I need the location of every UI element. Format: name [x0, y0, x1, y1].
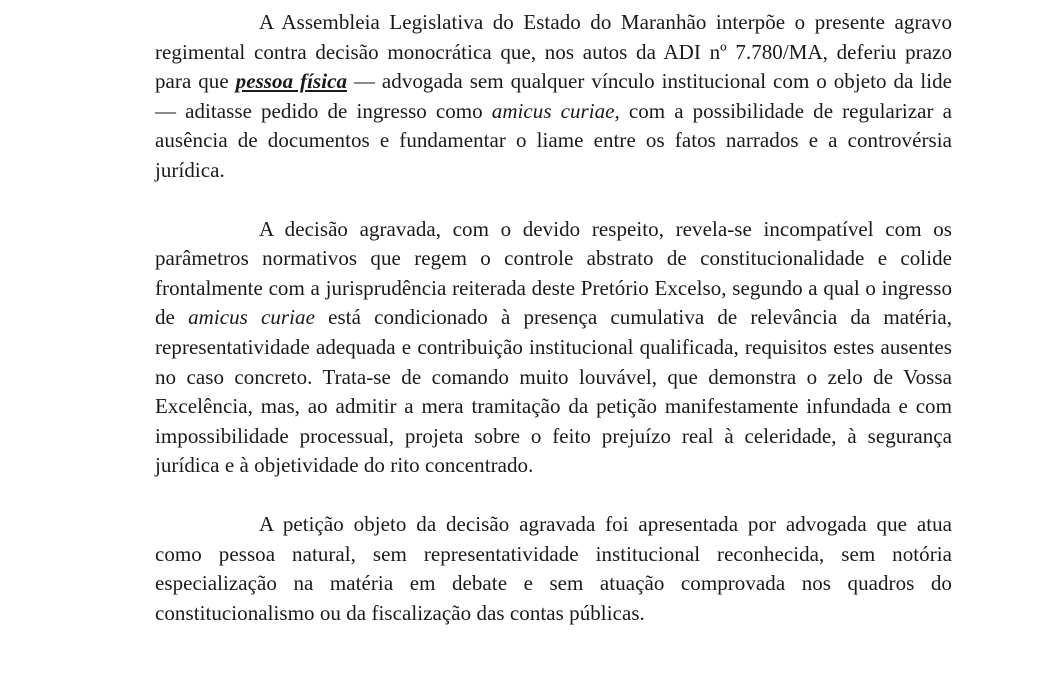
paragraph-2-text-a: A decisão agravada, com o devido respeito, revela-se incompatível com os parâmetros normativos que regem o controle abstrato de constitucionalidade e colide frontalmente com a jurisprudência reiterada deste Pretório Excelso, segundo a qual o ingresso de	[155, 216, 952, 330]
paragraph-3-text: A petição objeto da decisão agravada foi apresentada por advogada que atua como pessoa natural, sem representatividade institucional reconhecida, sem notória especialização na matéria em debate e sem atuação comprovada nos quadros do constitucionalismo ou da fiscalização das contas públicas.	[155, 511, 952, 625]
paragraph-3	[155, 510, 952, 628]
paragraph-2	[155, 215, 952, 481]
paragraph-2-text-b: está condicionado à presença cumulativa de relevância da matéria, representatividade adequada e contribuição institucional qualificada, requisitos estes ausentes no caso concreto. Trata-se de comando muito louvável, que demonstra o zelo de Vossa Excelência, mas, ao admitir a mera tramitação da petição manifestamente infundada e com impossibilidade processual, projeta sobre o feito prejuízo real à celeridade, à segurança jurídica e à objetividade do rito concentrado.	[155, 305, 952, 478]
paragraph-1-text-a: A Assembleia Legislativa do Estado do Maranhão interpõe o presente agravo regimental contra decisão monocrática que, nos autos da ADI nº 7.780/MA, deferiu prazo para que	[155, 10, 952, 94]
emphasis-pessoa-fisica: pessoa física	[235, 69, 348, 94]
italic-amicus-curiae: amicus curiae	[188, 305, 315, 330]
paragraph-1-text-b: — advogada sem qualquer vínculo institucional com o objeto da lide — aditasse pedido de ingresso como	[155, 69, 953, 123]
document-body	[155, 8, 952, 628]
paragraph-1-text-c: , com a possibilidade de regularizar a ausência de documentos e fundamentar o liame entre os fatos narrados e a controvérsia jurídica.	[155, 98, 952, 182]
paragraph-1	[155, 8, 952, 186]
italic-amicus-curiae: amicus curiae	[491, 98, 615, 123]
